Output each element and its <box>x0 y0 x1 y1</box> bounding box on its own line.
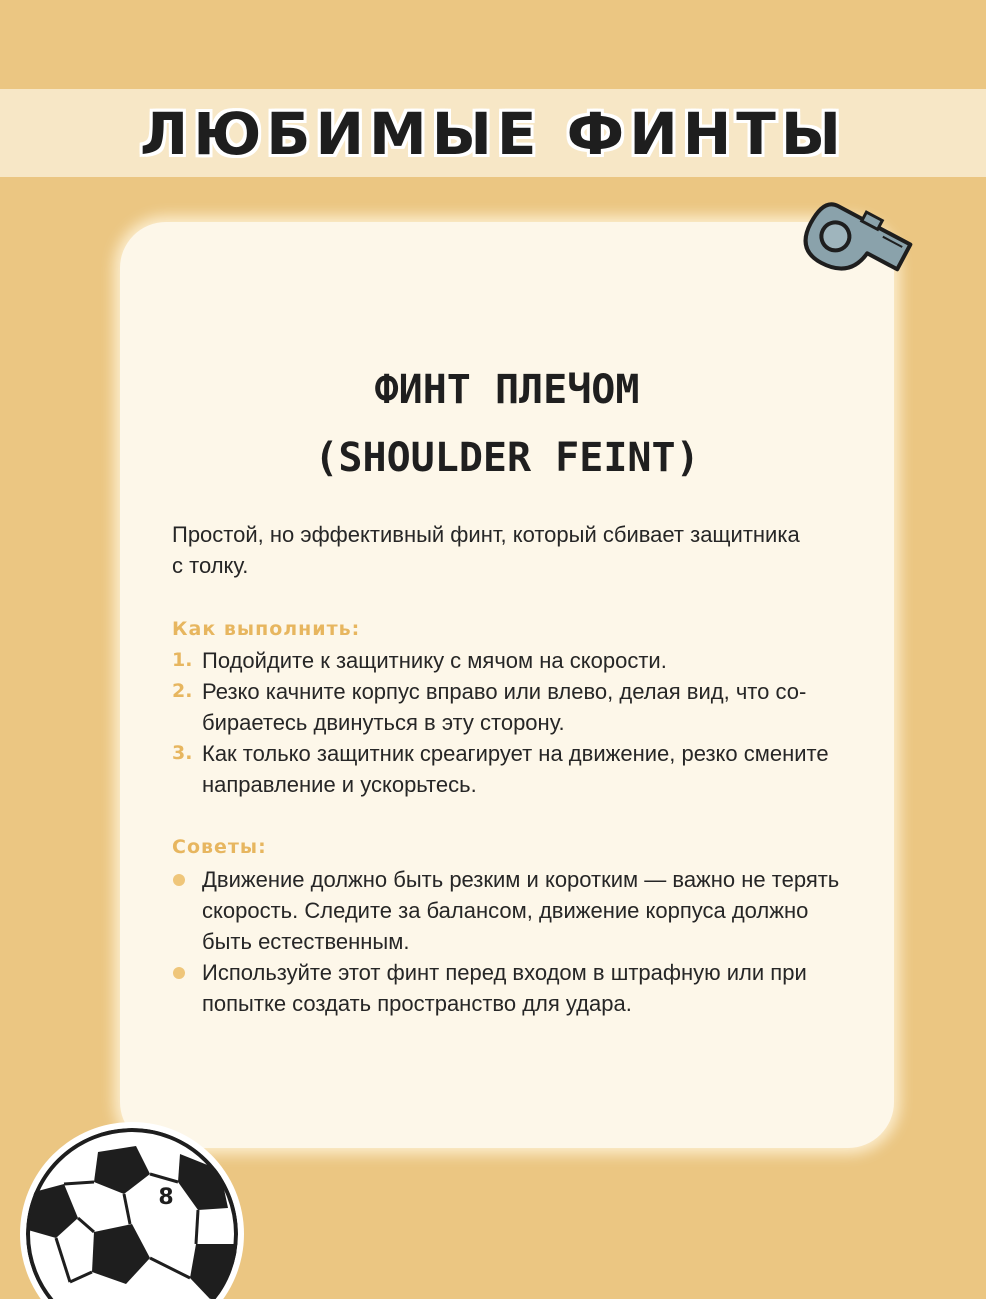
step-line: бираетесь двинуться в эту сторону. <box>202 710 565 735</box>
step-line: направление и ускорьтесь. <box>202 772 477 797</box>
list-item <box>172 864 862 957</box>
step-number: 3. <box>172 742 193 764</box>
intro-line: с толку. <box>172 553 249 578</box>
list-item <box>172 957 862 1019</box>
tip-line: скорость. Следите за балансом, движение корпуса должно <box>202 898 809 923</box>
intro-paragraph <box>172 519 862 581</box>
bullet-icon <box>173 967 185 979</box>
step-number: 2. <box>172 680 193 702</box>
intro-line: Простой, но эффективный финт, который сбивает защитника <box>172 522 800 547</box>
page-title: ЛЮБИМЫЕ ФИНТЫ <box>140 100 846 168</box>
list-item <box>172 738 862 800</box>
list-item <box>172 676 862 738</box>
soccer-ball-icon <box>20 1112 250 1299</box>
step-line: Как только защитник среагирует на движение, резко смените <box>202 741 829 766</box>
step-line: Подойдите к защитнику с мячом на скорости. <box>202 648 667 673</box>
feint-title <box>120 356 894 492</box>
list-item <box>172 645 862 676</box>
page-number: 8 <box>158 1185 174 1210</box>
step-line: Резко качните корпус вправо или влево, делая вид, что со- <box>202 679 807 704</box>
whistle-icon <box>790 194 940 309</box>
tip-line: попытке создать пространство для удара. <box>202 991 632 1016</box>
tip-line: Движение должно быть резким и коротким — важно не терять <box>202 867 840 892</box>
bullet-icon <box>173 874 185 886</box>
steps-list <box>172 645 862 800</box>
how-to-heading: Как выполнить: <box>172 618 361 640</box>
feint-title-line: ФИНТ ПЛЕЧОМ <box>374 367 640 413</box>
tips-heading: Советы: <box>172 836 267 858</box>
feint-title-line: (SHOULDER FEINT) <box>314 435 700 481</box>
step-number: 1. <box>172 649 193 671</box>
tips-list <box>172 864 862 1019</box>
tip-line: быть естественным. <box>202 929 410 954</box>
tip-line: Используйте этот финт перед входом в штрафную или при <box>202 960 807 985</box>
